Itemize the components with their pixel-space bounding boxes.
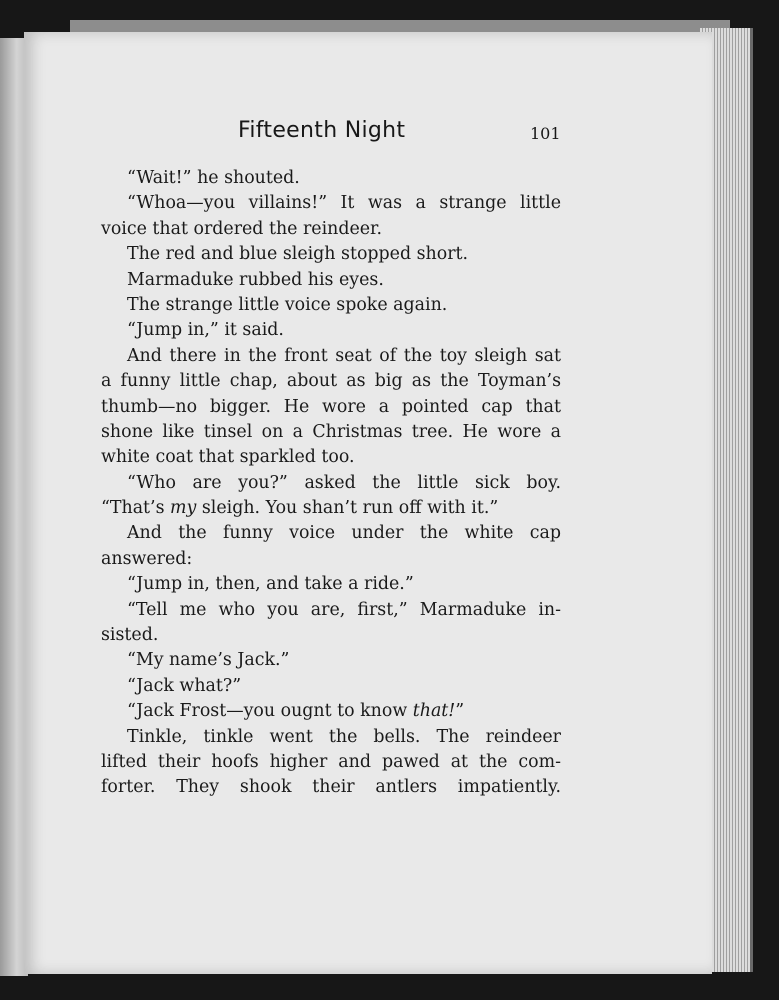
text-fragment: “That’s (101, 498, 171, 519)
text-line: a funny little chap, about as big as the Toyman’s (101, 371, 561, 392)
text-fragment: sleigh. You shan’t run off with it.” (196, 498, 499, 519)
text-line: “Whoa—you villains!” It was a strange little (127, 193, 561, 214)
emphasis-text: my (170, 498, 197, 519)
text-line: thumb—no bigger. He wore a pointed cap that (101, 396, 561, 417)
text-line: Tinkle, tinkle went the bells. The reindeer (127, 726, 561, 747)
text-line: white coat that sparkled too. (101, 447, 355, 468)
text-line: And the funny voice under the white cap (127, 523, 561, 544)
book-top-edge (70, 20, 730, 32)
text-line: The red and blue sleigh stopped short. (127, 244, 469, 265)
text-fragment: “Jack Frost—you ougnt to know (127, 701, 413, 722)
text-line: And there in the front seat of the toy sleigh sat (127, 345, 561, 366)
text-line: “Tell me who you are, first,” Marmaduke in- (127, 599, 561, 620)
text-fragment: ” (455, 701, 465, 722)
text-line: Marmaduke rubbed his eyes. (127, 269, 384, 290)
text-line: “My name’s Jack.” (127, 650, 290, 671)
page-number: 101 (530, 124, 561, 143)
running-head: Fifteenth Night (238, 118, 406, 143)
text-line: “Jump in, then, and take a ride.” (127, 574, 414, 595)
text-line (101, 496, 561, 521)
emphasis-text: that! (412, 701, 456, 722)
text-line: answered: (101, 548, 193, 569)
text-line: “Jack what?” (127, 675, 242, 696)
text-line (101, 699, 561, 724)
text-line: “Wait!” he shouted. (127, 168, 300, 188)
text-line: lifted their hoofs higher and pawed at the com- (101, 751, 561, 772)
text-line: “Who are you?” asked the little sick boy. (127, 472, 561, 493)
text-line: shone like tinsel on a Christmas tree. He wore a (101, 421, 561, 442)
body-text (101, 166, 561, 801)
text-line: sisted. (101, 625, 159, 646)
text-line: “Jump in,” it said. (127, 320, 284, 341)
text-line: forter. They shook their antlers impatiently. (101, 777, 561, 798)
text-line: The strange little voice spoke again. (127, 294, 448, 315)
text-line: voice that ordered the reindeer. (101, 218, 382, 239)
